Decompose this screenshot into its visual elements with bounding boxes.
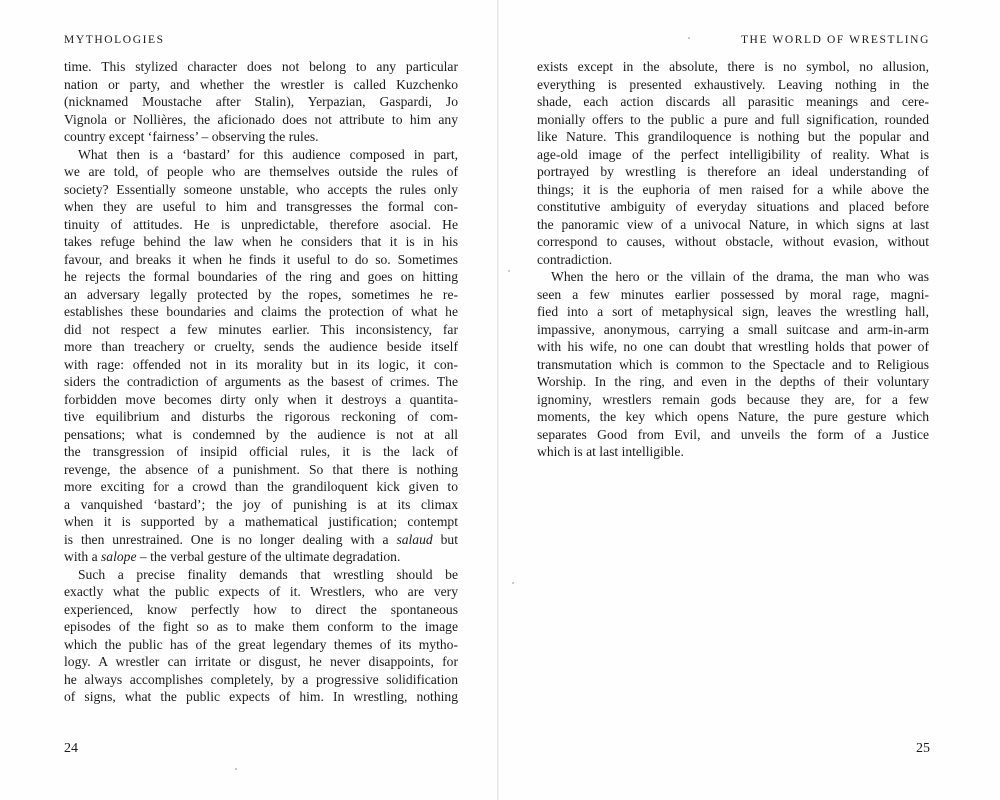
text-line: impassive, anonymous, carrying a small suitcase and arm-in-arm (537, 321, 929, 337)
text-line: we are told, of people who are themselves outside the rules of (64, 164, 458, 179)
text-line: more exciting for a crowd than the grandiloquent kick given to (64, 479, 458, 494)
text-line: tive equilibrium and disturbs the rigorous reckoning of com- (64, 409, 458, 424)
text-line: tinuity of attitudes. He is unpredictable, therefore asocial. He (64, 216, 458, 232)
scan-speck (235, 768, 237, 770)
text-line: establishes these boundaries and claims the protection of what he (64, 304, 458, 319)
text-line: exactly what the public expects of it. Wrestlers, who are very (64, 584, 458, 599)
text-line: when they are useful to him and transgresses the formal con- (64, 199, 458, 214)
text-line: he rejects the formal boundaries of the ring and goes on hitting (64, 269, 458, 284)
text-line: logy. A wrestler can irritate or disgust, he never disappoints, for (64, 654, 458, 669)
text-line: fied into a sort of metaphysical sign, leaves the wrestling hall, (537, 304, 929, 319)
left-page (0, 0, 497, 800)
text-line: portrayed by wrestling is therefore an ideal understanding of (537, 164, 929, 179)
text-line: more than treachery or cruelty, sends the audience beside itself (64, 339, 458, 354)
text-line: What then is a ‘bastard’ for this audience composed in part, (78, 146, 458, 162)
text-line: favour, and breaks it when he finds it useful to do so. Sometimes (64, 251, 458, 267)
right-page (499, 0, 1000, 800)
right-page-body (537, 58, 929, 461)
text-line: ignominy, wrestlers remain gods because they are, for a few (537, 391, 929, 407)
text-line: experienced, know perfectly how to direct the spontaneous (64, 601, 458, 617)
text-line: moments, the key which opens Nature, the pure gesture which (537, 409, 929, 424)
text-line: things; it is the euphoria of men raised for a while above the (537, 181, 929, 197)
text-line: the panoramic view of a univocal Nature, in which signs at last (537, 216, 929, 232)
text-line: time. This stylized character does not belong to any particular (64, 59, 458, 74)
text-line: When the hero or the villain of the drama, the man who was (551, 269, 929, 284)
text-line: like Nature. This grandiloquence is nothing but the popular and (537, 129, 929, 144)
text-line: exists except in the absolute, there is no symbol, no allusion, (537, 59, 929, 74)
running-head-left: MYTHOLOGIES (64, 34, 165, 46)
text-line: contradiction. (537, 251, 613, 267)
text-line: shade, each action discards all parasitic meanings and cere- (537, 94, 929, 109)
text-line: age-old image of the perfect intelligibility of reality. What is (537, 146, 929, 162)
text-line: constitutive ambiguity of everyday situations and placed before (537, 199, 929, 214)
text-line: of signs, what the public expects of him. In wrestling, nothing (64, 689, 458, 704)
text-line: siders the contradiction of arguments as the basest of crimes. The (64, 374, 458, 389)
text-line: when it is supported by a mathematical justification; contempt (64, 514, 458, 529)
text-line: did not respect a few minutes earlier. This inconsistency, far (64, 321, 458, 337)
scan-speck (688, 37, 690, 39)
text-line: pensations; what is condemned by the audience is not at all (64, 426, 458, 442)
text-line: episodes of the fight so as to make them conform to the image (64, 619, 458, 634)
text-line: forbidden move becomes dirty only when it destroys a quantita- (64, 391, 458, 407)
text-line: which the public has of the great legendary themes of its mytho- (64, 636, 458, 652)
scan-speck (512, 582, 514, 584)
running-head-right: THE WORLD OF WRESTLING (740, 34, 930, 46)
text-line: monially offers to the public a pure and full signification, rounded (537, 111, 929, 127)
scan-speck (508, 270, 510, 272)
text-line: (nicknamed Moustache after Stalin), Yerpazian, Gaspardi, Jo (64, 94, 458, 109)
text-line: the transgression of insipid official rules, it is the lack of (64, 444, 458, 459)
text-line: transmutation which is common to the Spectacle and to Religious (537, 356, 929, 372)
text-line: an adversary legally protected by the ropes, sometimes he re- (64, 286, 458, 302)
text-line: with a salope – the verbal gesture of the ultimate degradation. (64, 549, 401, 564)
text-line: is then unrestrained. One is no longer dealing with a salaud but (64, 531, 458, 547)
text-line: correspond to causes, without obstacle, without evasion, without (537, 234, 929, 249)
text-line: Vignola or Nollières, the aficionado does not attribute to him any (64, 111, 458, 127)
text-line: revenge, the absence of a punishment. So that there is nothing (64, 461, 458, 477)
text-line: a vanquished ‘bastard’; the joy of punishing is at its climax (64, 496, 458, 512)
page-number-right: 25 (916, 741, 930, 756)
text-line: seen a few minutes earlier possessed by moral rage, magni- (537, 286, 929, 302)
text-line: country except ‘fairness’ – observing the rules. (64, 129, 319, 144)
page-number-left: 24 (64, 741, 78, 756)
text-line: society? Essentially someone unstable, who accepts the rules only (64, 181, 458, 197)
text-line: with rage: offended not in its morality but in its logic, it con- (64, 356, 458, 372)
text-line: Worship. In the ring, and even in the depths of their voluntary (537, 374, 929, 389)
left-page-body (64, 58, 458, 706)
text-line: he always accomplishes completely, by a progressive solidification (64, 671, 458, 687)
text-line: with his wife, no one can doubt that wrestling holds that power of (537, 339, 929, 354)
text-line: everything is presented exhaustively. Leaving nothing in the (537, 76, 929, 92)
text-line: takes refuge behind the law when he considers that it is in his (64, 234, 458, 249)
text-line: which is at last intelligible. (537, 444, 684, 459)
text-line: nation or party, and whether the wrestler is called Kuzchenko (64, 76, 458, 92)
text-line: separates Good from Evil, and unveils the form of a Justice (537, 426, 929, 442)
text-line: Such a precise finality demands that wrestling should be (78, 566, 458, 582)
